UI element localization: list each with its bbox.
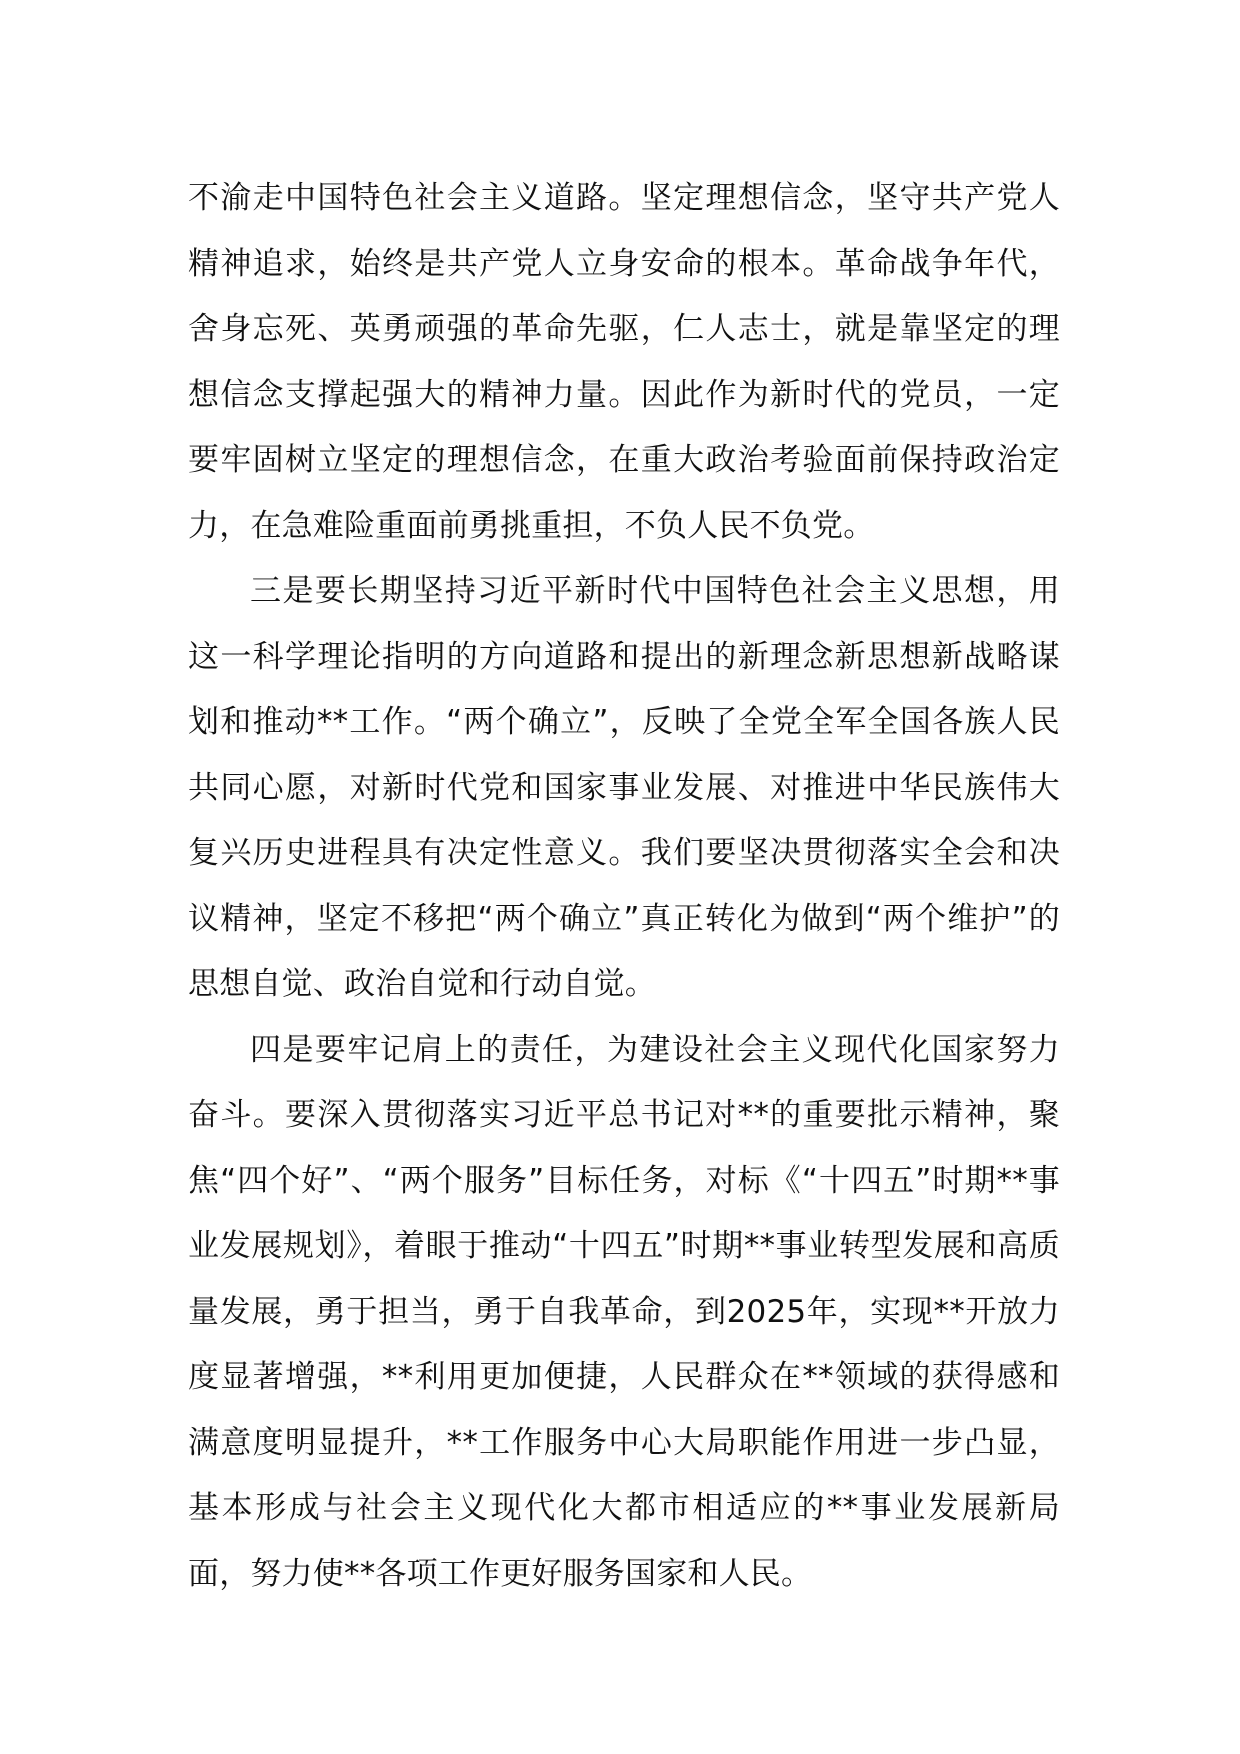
- paragraph-continuation: 不渝走中国特色社会主义道路。坚定理想信念，坚守共产党人精神追求，始终是共产党人立身安命的根本。革命战争年代，舍身忘死、英勇顽强的革命先驱，仁人志士，就是靠坚定的理想信念支撑起强大的精神力量。因此作为新时代的党员，一定要牢固树立坚定的理想信念，在重大政治考验面前保持政治定力，在急难险重面前勇挑重担，不负人民不负党。: [188, 180, 1060, 544]
- paragraph-point-four: 四是要牢记肩上的责任，为建设社会主义现代化国家努力奋斗。要深入贯彻落实习近平总书记对**的重要批示精神，聚焦“四个好”、“两个服务”目标任务，对标《“十四五”时期**事业发展规划》，着眼于推动“十四五”时期**事业转型发展和高质量发展，勇于担当，勇于自我革命，到2025年，实现**开放力度显著增强，**利用更加便捷，人民群众在**领域的获得感和满意度明显提升，**工作服务中心大局职能作用进一步凸显，基本形成与社会主义现代化大都市相适应的**事业发展新局面，努力使**各项工作更好服务国家和人民。: [188, 1031, 1060, 1592]
- document-body: [188, 166, 1060, 1607]
- paragraph-point-three: 三是要长期坚持习近平新时代中国特色社会主义思想，用这一科学理论指明的方向道路和提出的新理念新思想新战略谋划和推动**工作。“两个确立”，反映了全党全军全国各族人民共同心愿，对新时代党和国家事业发展、对推进中华民族伟大复兴历史进程具有决定性意义。我们要坚决贯彻落实全会和决议精神，坚定不移把“两个确立”真正转化为做到“两个维护”的思想自觉、政治自觉和行动自觉。: [188, 573, 1060, 1002]
